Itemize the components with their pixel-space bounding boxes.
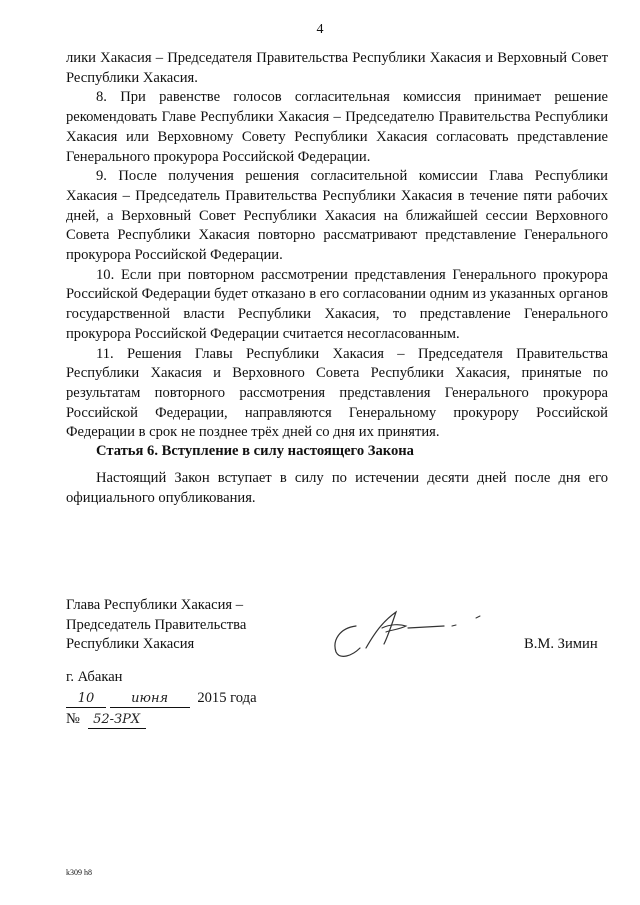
- signature-stroke: [335, 626, 360, 656]
- signer-title: [66, 596, 246, 655]
- date-year: 2015 года: [197, 690, 257, 706]
- signer-title-line: Глава Республики Хакасия –: [66, 597, 244, 613]
- signature-stroke: [476, 616, 480, 618]
- footer-code: k309 h8: [66, 868, 92, 877]
- paragraph-item-11: 11. Решения Главы Республики Хакасия – Председателя Правительства Республики Хакасия и Верховного Совета Республики Хакасия, принятые по результатам повторного рассмотрения представления Генерального прокурора Российской Федерации, направляются Генеральному прокурору Российской Федерации в срок не позднее трёх дней со дня их принятия.: [66, 345, 608, 441]
- signature-stroke: [408, 626, 444, 628]
- law-body-text: [66, 49, 608, 443]
- handwritten-signature: [326, 604, 496, 662]
- date-day: 10: [66, 691, 106, 708]
- signing-date: [66, 690, 257, 708]
- paragraph-item-10: 10. Если при повторном рассмотрении представления Генерального прокурора Российской Федерации будет отказано в его согласовании одним из указанных органов государственной власти Республики Хакасия, то представление Генерального прокурора Российской Федерации считается несогласованным.: [66, 266, 608, 342]
- signature-stroke: [382, 625, 406, 632]
- law-number: [66, 711, 146, 729]
- signer-name: В.М. Зимин: [524, 636, 598, 652]
- date-month: июня: [110, 691, 190, 708]
- number-sign: №: [66, 711, 80, 727]
- paragraph-item-9: 9. После получения решения согласительной комиссии Глава Республики Хакасия – Председатель Правительства Республики Хакасия в течение пяти рабочих дней, а Верховный Совет Республики Хакасия на ближайшей сессии Верховного Совета Республики Хакасия повторно рассматривают представление Генерального прокурора Российской Федерации.: [66, 168, 608, 264]
- paragraph-continuation: лики Хакасия – Председателя Правительства Республики Хакасия и Верховный Совет Республики Хакасия.: [66, 50, 608, 86]
- signer-title-line: Республики Хакасия: [66, 636, 195, 653]
- article-6-text: Настоящий Закон вступает в силу по истечении десяти дней после дня его официального опубликования.: [66, 470, 608, 506]
- number-value: 52-ЗРХ: [88, 712, 146, 729]
- signature-stroke: [452, 625, 456, 626]
- place-of-signing: г. Абакан: [66, 669, 123, 685]
- article-6-heading: Статья 6. Вступление в силу настоящего Закона: [96, 443, 414, 459]
- page-number: 4: [316, 22, 324, 37]
- signer-title-line: Председатель Правительства: [66, 616, 247, 633]
- paragraph-item-8: 8. При равенстве голосов согласительная комиссия принимает решение рекомендовать Главе Республики Хакасия – Председателю Правительства Республики Хакасия или Верховному Совету Республики Хакасия согласовать представление Генерального прокурора Российской Федерации.: [66, 89, 608, 165]
